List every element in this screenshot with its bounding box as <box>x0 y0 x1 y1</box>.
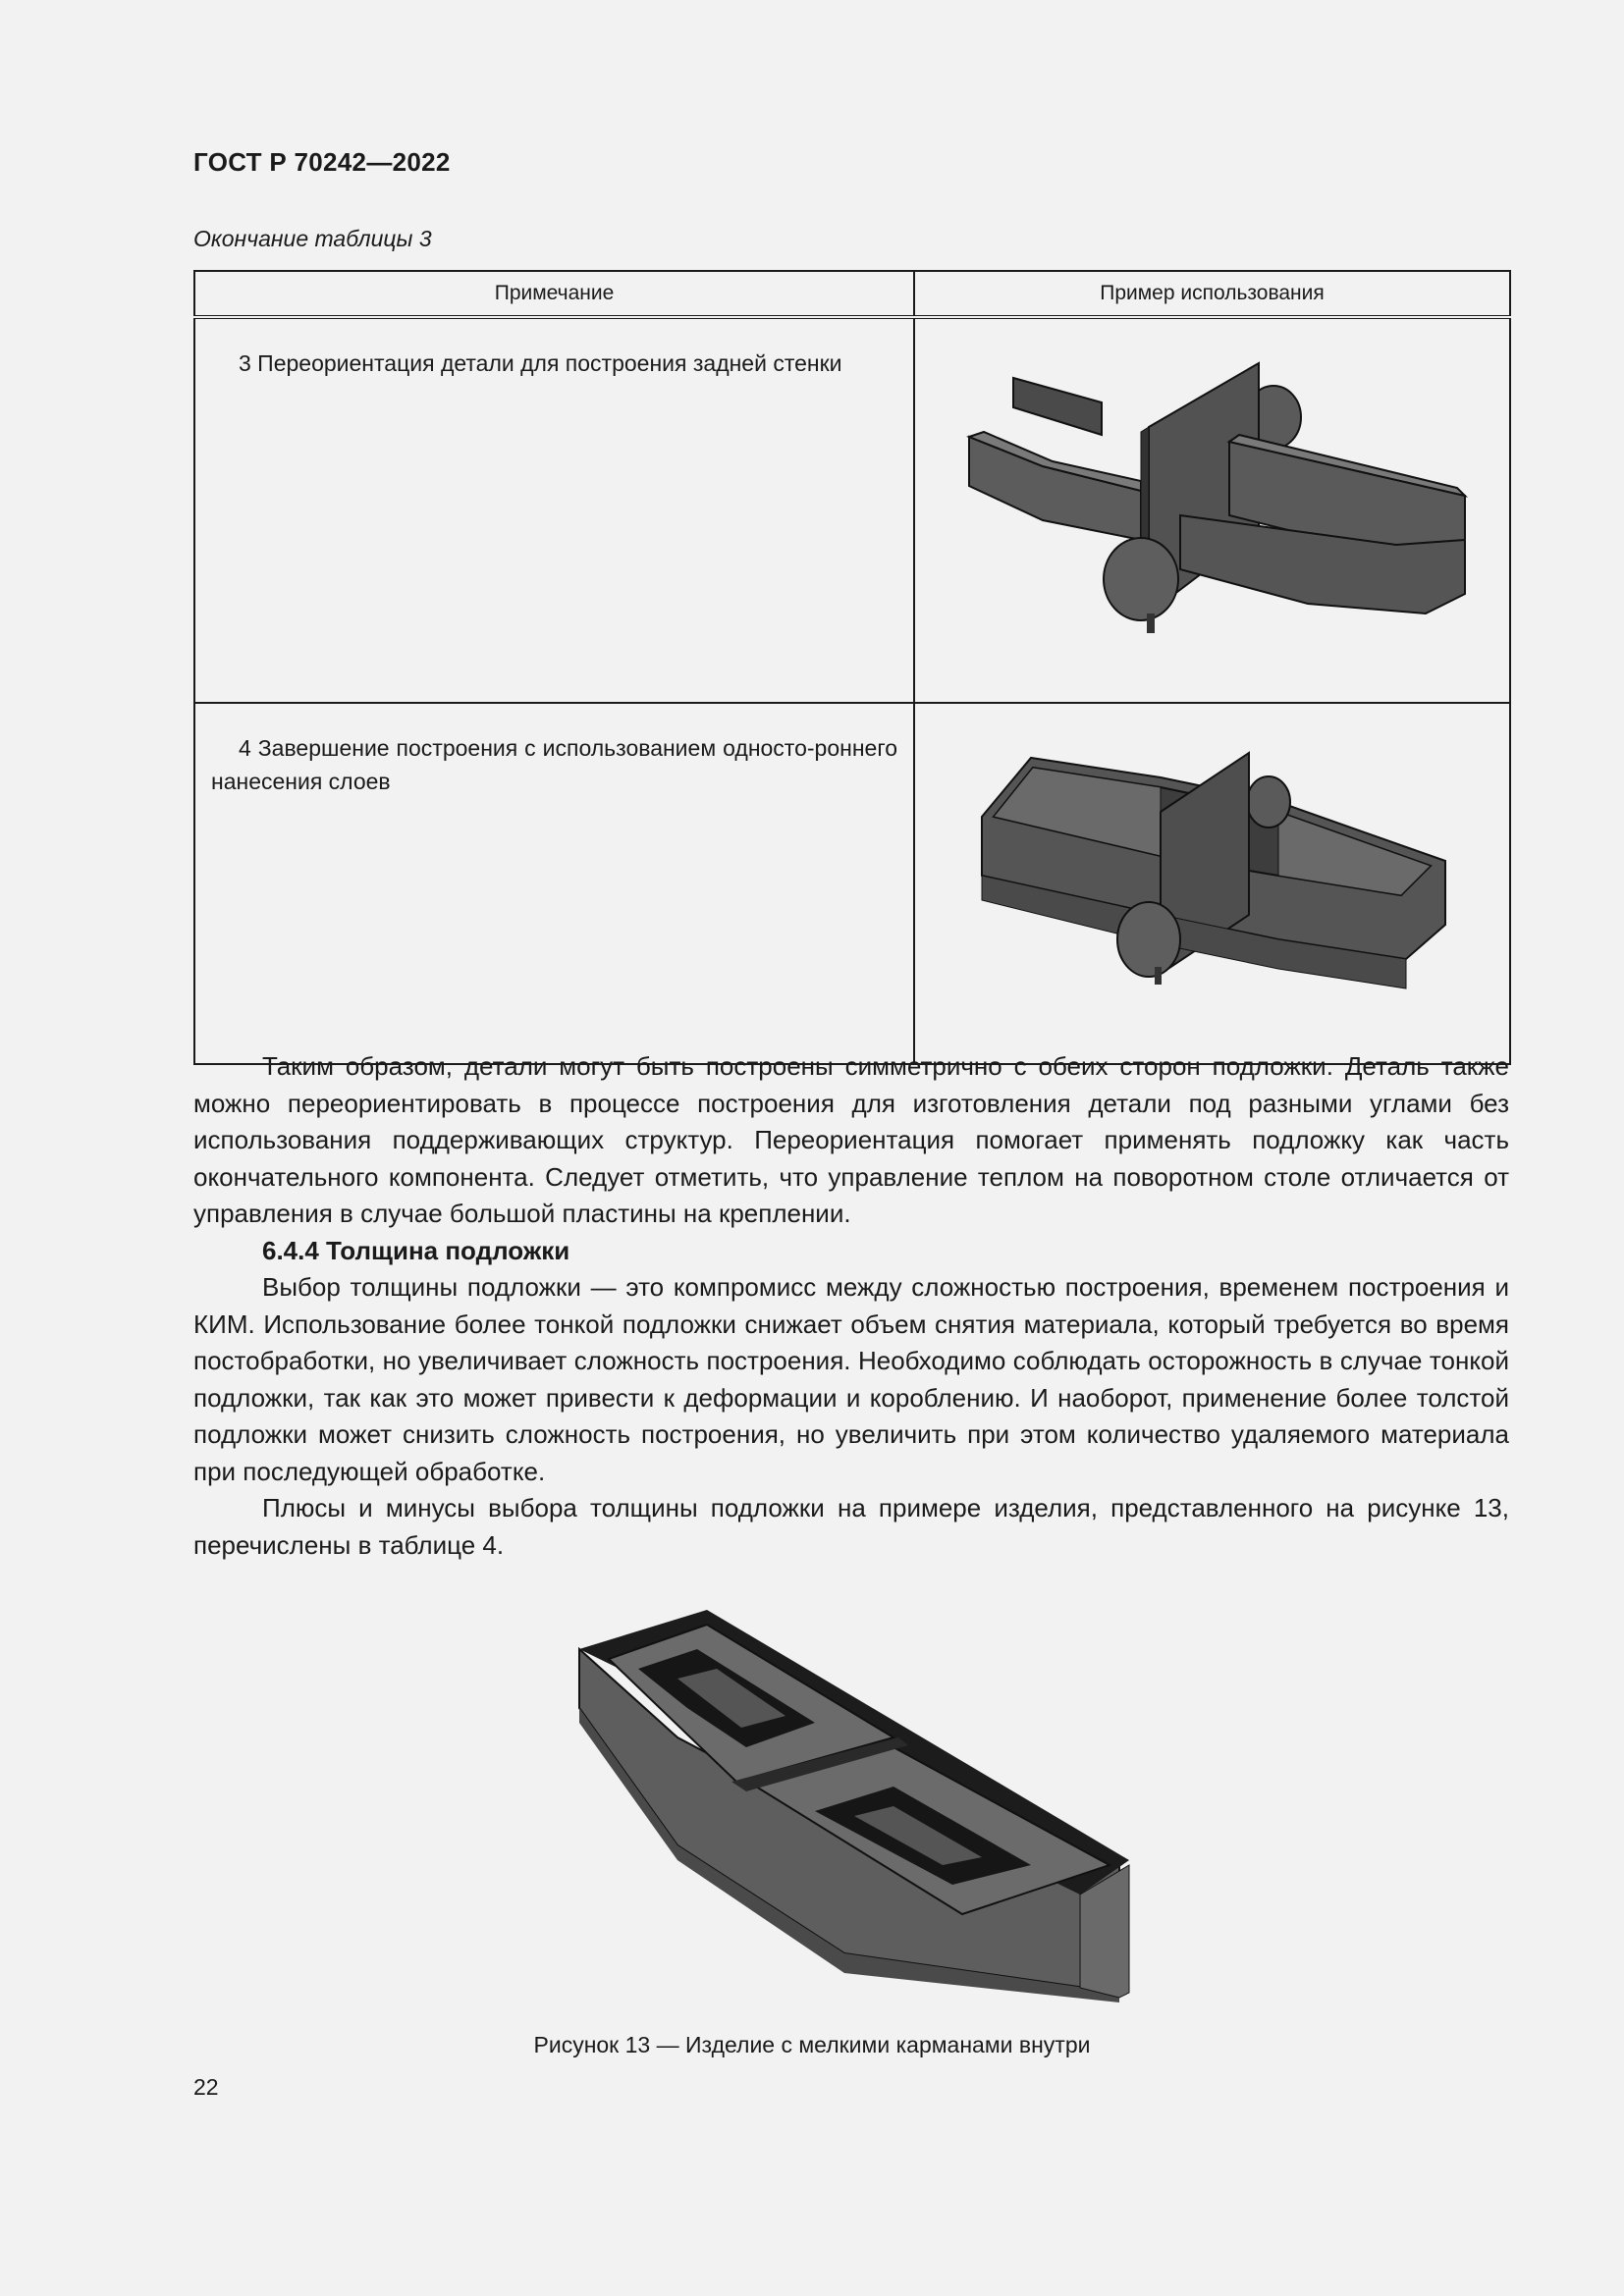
note-cell <box>194 703 914 1064</box>
section-heading: 6.4.4 Толщина подложки <box>262 1235 570 1265</box>
example-figure-cell <box>914 703 1510 1064</box>
tray-with-pockets-illustration <box>569 1600 1139 2012</box>
figure-caption: Рисунок 13 — Изделие с мелкими карманами внутри <box>533 2032 1091 2057</box>
example-figure-cell <box>914 317 1510 703</box>
table-row <box>194 703 1510 1064</box>
table-caption: Окончание таблицы 3 <box>193 226 432 251</box>
paragraph: Таким образом, детали могут быть построены симметрично с обеих сторон подложки. Деталь также можно переориентировать в процессе построения для изготовления детали под разными углами без использования поддерживающих структур. Переориентация помогает применять подложку как часть окончательного компонента. Следует отметить, что управление теплом на поворотном столе отличается от управления в случае большой пластины на креплении. <box>193 1051 1509 1228</box>
column-header-note: Примечание <box>194 271 914 317</box>
document-header: ГОСТ Р 70242—2022 <box>193 147 451 177</box>
column-header-example: Пример использования <box>914 271 1510 317</box>
paragraph: Выбор толщины подложки — это компромисс между сложностью построения, временем построения и КИМ. Использование более тонкой подложки снижает объем снятия материала, который требуется во время постобработки, но увеличивает сложность построения. Необходимо соблюдать осторожность в случае тонкой подложки, так как это может привести к деформации и короблению. И наоборот, применение более толстой подложки может снизить сложность построения, но увеличить при этом количество удаляемого материала при последующей обработке. <box>193 1272 1509 1486</box>
figure-13 <box>569 1600 1139 2017</box>
note-text: 3 Переориентация детали для построения задней стенки <box>239 350 842 376</box>
reoriented-part-figure <box>915 319 1507 672</box>
page-number: 22 <box>193 2074 219 2100</box>
paragraph: Плюсы и минусы выбора толщины подложки на примере изделия, представленного на рисунке 13, перечислены в таблице 4. <box>193 1493 1509 1560</box>
table-row <box>194 317 1510 703</box>
body-text <box>193 1048 1509 1564</box>
usage-table <box>193 270 1511 1065</box>
completed-part-figure <box>915 704 1507 1034</box>
note-text: 4 Завершение построения с использованием односто-роннего нанесения слоев <box>211 735 897 794</box>
note-cell <box>194 317 914 703</box>
